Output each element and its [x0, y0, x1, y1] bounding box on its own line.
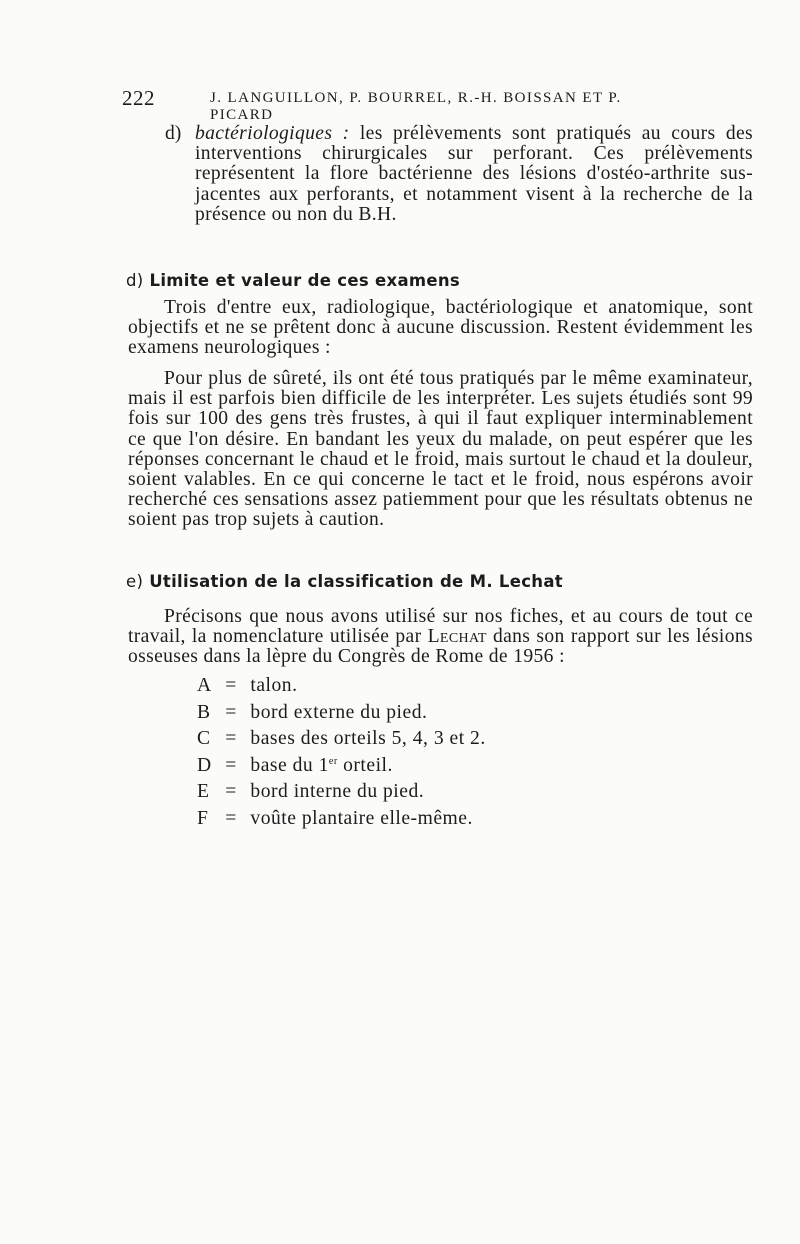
section-label: e): [126, 572, 144, 591]
equals-sign: =: [225, 807, 237, 829]
item-text: bord interne du pied.: [250, 781, 425, 803]
paragraph-text-start: Précisons que nous avons utilisé sur nos fiches, et au cours de tout ce travail, la nomenclature utilisée par: [128, 606, 753, 648]
equals-sign: =: [225, 754, 237, 776]
subsection-label: d): [165, 123, 182, 144]
item-text: talon.: [250, 675, 298, 696]
page-header: [122, 86, 682, 123]
list-item: [197, 755, 486, 782]
ordinal-superscript: er: [328, 755, 338, 767]
equals-sign: =: [225, 675, 237, 696]
list-item: [197, 728, 486, 755]
equals-sign: =: [225, 701, 237, 723]
list-item: [197, 675, 486, 702]
item-text: base du 1: [250, 754, 329, 776]
item-text: bases des orteils 5, 4, 3 et 2.: [250, 728, 486, 750]
list-item: [197, 808, 486, 835]
equals-sign: =: [225, 781, 237, 803]
item-letter: B: [197, 701, 211, 723]
item-letter: C: [197, 728, 211, 750]
subsection-body: les prélèvements sont pratiqués au cours des interventions chirurgicales sur perforant. Ces prélèvements représentent la flore bactérienne des lésions d'ostéo-arthrite sus-jacentes aux perforants, et notamment visent à la recherche de la présence ou non du B.H.: [195, 123, 753, 225]
author-name: Lechat: [427, 626, 487, 648]
paragraph-text-end: dans son rapport sur les lésions osseuses dans la lèpre du Congrès de Rome de 1956 :: [128, 626, 753, 668]
section-heading-classification: [126, 572, 563, 591]
item-letter: A: [197, 675, 212, 696]
section-label: d): [126, 271, 144, 290]
page-number: 222: [122, 86, 155, 110]
paragraph-objectifs: Trois d'entre eux, radiologique, bactériologique et anatomique, sont objectifs et ne se prêtent donc à aucune discussion. Restent évidemment les examens neurologiques :: [128, 297, 753, 359]
section-title: Utilisation de la classification de M. Lechat: [149, 572, 563, 591]
running-title: J. LANGUILLON, P. BOURREL, R.-H. BOISSAN ET P. PICARD: [210, 90, 622, 123]
list-item: [197, 781, 486, 808]
item-letter: F: [197, 807, 209, 829]
subsection-lead: bactériologiques :: [195, 123, 350, 144]
paragraph-nomenclature: [128, 607, 753, 668]
list-item: [197, 702, 486, 729]
section-title: Limite et valeur de ces examens: [149, 271, 461, 290]
item-text: bord externe du pied.: [250, 701, 428, 723]
section-heading-limite: [126, 271, 460, 290]
classification-list: [197, 675, 486, 835]
item-letter: E: [197, 781, 210, 803]
subsection-text: [195, 124, 753, 225]
item-text: voûte plantaire elle-même.: [250, 807, 473, 829]
subsection-bacteriologiques: [165, 124, 753, 225]
item-text-end: orteil.: [337, 754, 393, 776]
equals-sign: =: [225, 728, 237, 750]
paragraph-examinateur: Pour plus de sûreté, ils ont été tous pratiqués par le même examinateur, mais il est parfois bien difficile de les interpréter. Les sujets étudiés sont 99 fois sur 100 des gens très frustes, à qui il faut expliquer interminablement ce que l'on désire. En bandant les yeux du malade, on peut espérer que les réponses concernant le chaud et le froid, mais surtout le chaud et la douleur, soient valables. En ce qui concerne le tact et le froid, nous espérons avoir recherché ces sensations assez patiemment pour que les résultats obtenus ne soient pas trop sujets à caution.: [128, 368, 753, 531]
item-letter: D: [197, 754, 212, 776]
